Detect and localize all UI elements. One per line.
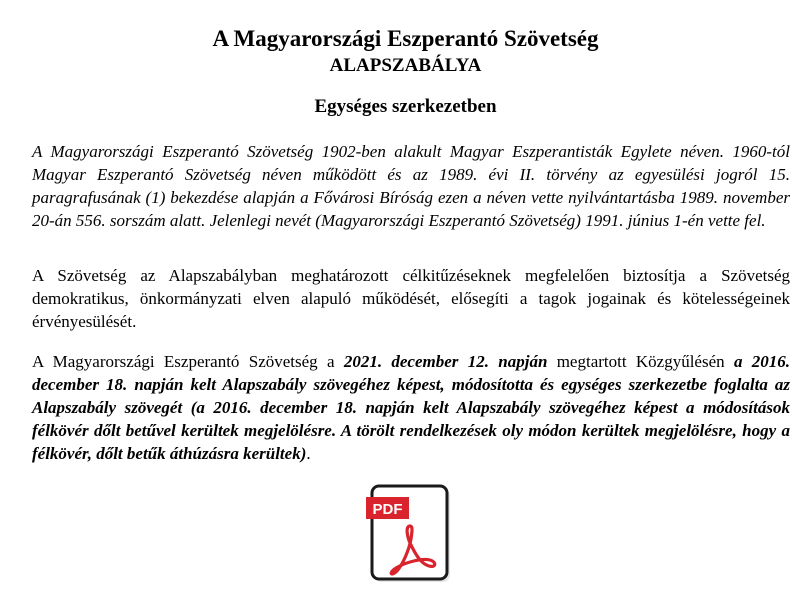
amendment-text-intro: A Magyarországi Eszperantó Szövetség a (32, 352, 344, 371)
purpose-paragraph: A Szövetség az Alapszabályban meghatározott célkitűzéseknek megfelelően biztosítja a Szövetség demokratikus, önkormányzati elven alapuló működését, elősegíti a tagok jogainak és kötelességeinek érvényesülését. (32, 266, 790, 331)
amendment-paragraph (32, 350, 790, 465)
amendment-details: a 2016. december 18. napján kelt Alapszabály szövegéhez képest, módosította és egységes szerkezetbe foglalta az Alapszabály szövegét (a 2016. december 18. napján kelt Alapszabály szövegéhez képest a módosítások félkövér dőlt betűvel kerültek megjelölésre. A törölt rendelkezések oly módon kerültek megjelölésre, hogy a félkövér, dőlt betűk áthúzásra kerültek) (32, 352, 791, 463)
pdf-document-icon (366, 484, 454, 584)
history-paragraph: A Magyarországi Eszperantó Szövetség 1902-ben alakult Magyar Eszperantisták Egylete néven. 1960-tól Magyar Eszperantó Szövetség néven működött és az 1989. évi II. törvény az egyesülési jogról 15. paragrafusának (1) bekezdése alapján a Fővárosi Bíróság ezen a néven vette nyilvántartásba 1989. november 20-án 556. sorszám alatt. Jelenlegi nevét (Magyarországi Eszperantó Szövetség) 1991. június 1-én vette fel. (32, 142, 790, 230)
amendment-date: 2021. december 12. napján (343, 352, 548, 371)
document-title-line2: ALAPSZABÁLYA (329, 55, 482, 76)
document-title: A Magyarországi Eszperantó Szövetség (212, 26, 599, 51)
pdf-badge-label: PDF (372, 501, 403, 518)
document-subtitle: Egységes szerkezetben (314, 96, 497, 117)
amendment-text-middle: megtartott Közgyűlésén (547, 352, 734, 371)
amendment-text-end: . (306, 444, 311, 463)
pdf-download-link[interactable] (366, 484, 454, 584)
